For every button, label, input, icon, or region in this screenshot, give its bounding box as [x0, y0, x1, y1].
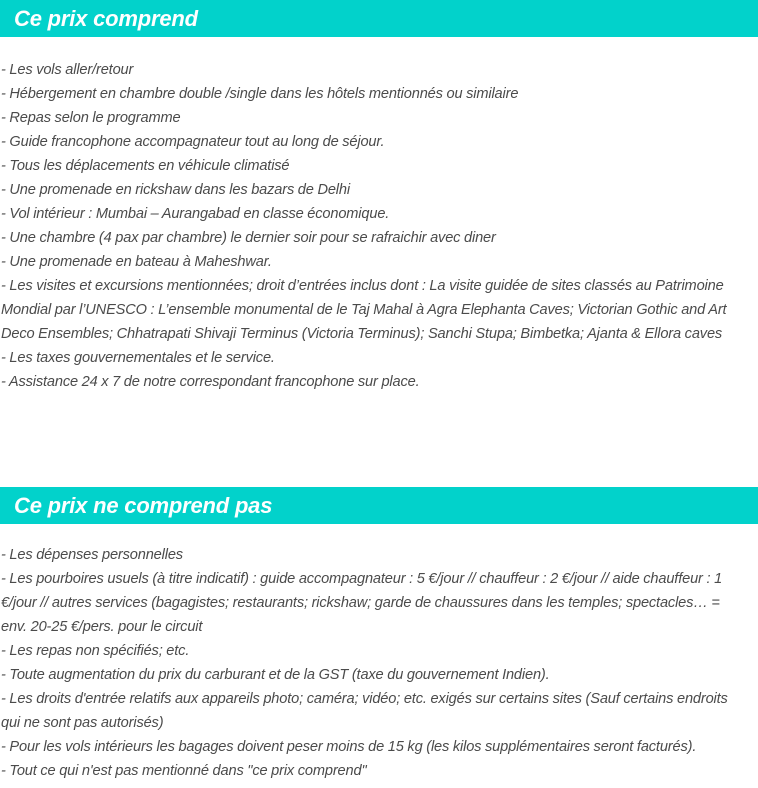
- list-item: - Tous les déplacements en véhicule climatisé: [1, 158, 290, 174]
- list-item: - Les dépenses personnelles: [1, 547, 183, 563]
- list-item: - Les visites et excursions mentionnées; droit d’entrées inclus dont : La visite guidée de sites classés au Patrimoine Mondial par l’UNESCO : L’ensemble monumental de le Taj Mahal à Agra Elephanta Caves; Victorian Gothic and Art Deco Ensembles; Chhatrapati Shivaji Terminus (Victoria Terminus); Sanchi Stupa; Bimbetka; Ajanta & Ellora caves: [1, 278, 727, 342]
- section-header-not-included: Ce prix ne comprend pas: [0, 487, 758, 524]
- list-item: - Vol intérieur : Mumbai – Aurangabad en classe économique.: [1, 206, 390, 222]
- section-body-not-included: [0, 543, 758, 783]
- list-item: - Tout ce qui n'est pas mentionné dans "ce prix comprend": [1, 763, 367, 779]
- spacer-between-sections: [0, 394, 758, 487]
- list-item: - Une promenade en rickshaw dans les bazars de Delhi: [1, 182, 350, 198]
- list-item: - Guide francophone accompagnateur tout au long de séjour.: [1, 134, 385, 150]
- list-item: - Assistance 24 x 7 de notre correspondant francophone sur place.: [1, 374, 420, 390]
- list-item: - Hébergement en chambre double /single dans les hôtels mentionnés ou similaire: [1, 86, 519, 102]
- list-item: - Les droits d'entrée relatifs aux appareils photo; caméra; vidéo; etc. exigés sur certains sites (Sauf certains endroits qui ne sont pas autorisés): [1, 691, 728, 731]
- list-item: - Les pourboires usuels (à titre indicatif) : guide accompagnateur : 5 €/jour // chauffeur : 2 €/jour // aide chauffeur : 1 €/jour // autres services (bagagistes; restaurants; rickshaw; garde de chaussures dans les temples; spectacles… = env. 20-25 €/pers. pour le circuit: [1, 571, 723, 635]
- list-item: - Les vols aller/retour: [1, 62, 134, 78]
- spacer-after-header-two: [0, 524, 758, 543]
- list-item: - Les repas non spécifiés; etc.: [1, 643, 190, 659]
- spacer-after-header-one: [0, 37, 758, 58]
- list-item: - Pour les vols intérieurs les bagages doivent peser moins de 15 kg (les kilos supplémentaires seront facturés).: [1, 739, 697, 755]
- list-item: - Repas selon le programme: [1, 110, 181, 126]
- section-body-included: [0, 58, 758, 394]
- list-item: - Toute augmentation du prix du carburant et de la GST (taxe du gouvernement Indien).: [1, 667, 550, 683]
- list-item: - Les taxes gouvernementales et le service.: [1, 350, 275, 366]
- section-header-included: Ce prix comprend: [0, 0, 758, 37]
- list-item: - Une chambre (4 pax par chambre) le dernier soir pour se rafraichir avec diner: [1, 230, 496, 246]
- list-item: - Une promenade en bateau à Maheshwar.: [1, 254, 272, 270]
